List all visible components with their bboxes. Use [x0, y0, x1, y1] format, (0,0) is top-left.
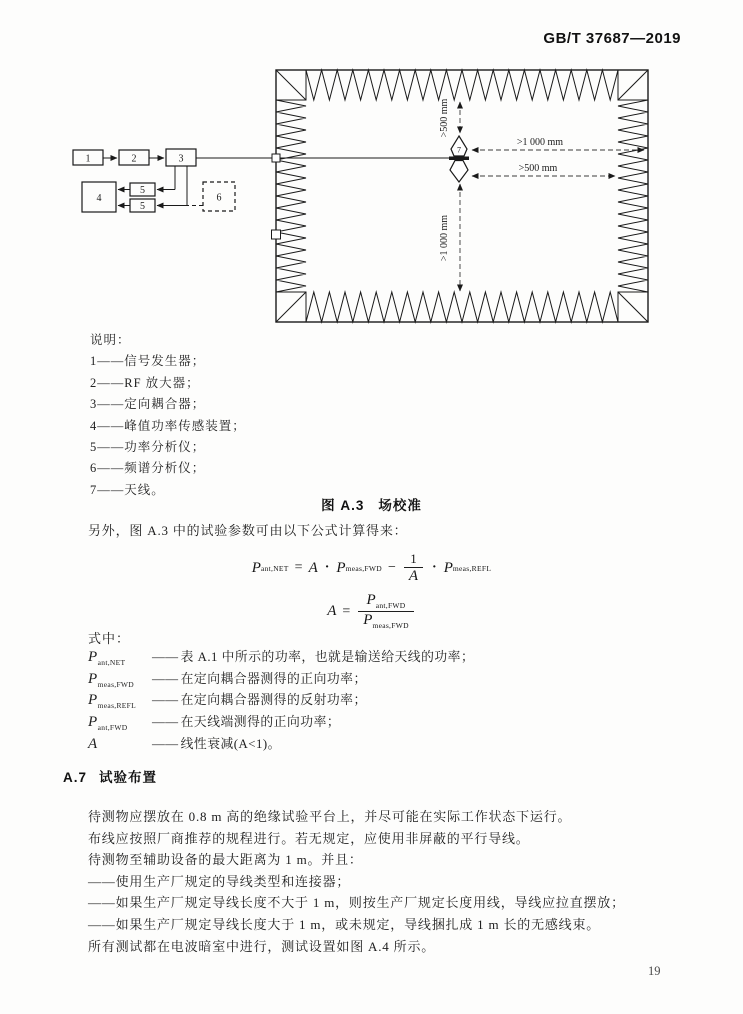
- paragraph: 布线应按照厂商推荐的规程进行。若无规定，应使用非屏蔽的平行导线。: [88, 830, 530, 846]
- symbol-definitions: [88, 646, 474, 754]
- fraction-numerator: $P_{ant,FWD}$: [366, 592, 406, 611]
- definition-row: A —— 线性衰减(A<1)。: [88, 733, 474, 755]
- antenna-label: 7: [457, 145, 461, 155]
- body-text: [88, 806, 625, 957]
- legend-item: 7——天线。: [90, 482, 165, 497]
- intro-paragraph: 另外，图 A.3 中的试验参数可由以下公式计算得来：: [88, 523, 408, 538]
- absorber-bottom: [306, 292, 618, 322]
- formula-symbol: P: [443, 559, 453, 576]
- anechoic-chamber-wall: [276, 70, 648, 322]
- dim-label-bottom-vertical: >1 000 mm: [439, 214, 450, 262]
- absorber-right: [618, 100, 648, 292]
- wall-connector-panel: [272, 230, 281, 239]
- figure-caption-title: 场校准: [378, 498, 422, 513]
- box-label-3: 3: [178, 153, 184, 165]
- list-item: ——如果生产厂规定导线长度不大于 1 m，则按生产厂规定长度用线，导线应拉直摆放；: [88, 895, 625, 911]
- antenna: [449, 136, 469, 182]
- paragraph: 待测物至辅助设备的最大距离为 1 m。并且：: [88, 852, 363, 868]
- doc-number: GB/T 37687—2019: [543, 30, 681, 47]
- list-item: ——如果生产厂规定导线长度大于 1 m，或未规定，导线捆扎成 1 m 长的无感线束。: [88, 916, 601, 932]
- equals-sign: =: [342, 603, 351, 619]
- formula-symbol: P: [251, 559, 261, 576]
- definition-text: 表 A.1 中所示的功率，也就是输送给天线的功率；: [180, 650, 475, 664]
- dim-label-right-upper: >1 000 mm: [516, 137, 564, 148]
- dim-label-right-lower: >500 mm: [518, 163, 558, 174]
- box-label-5a: 5: [140, 185, 145, 196]
- legend-item: 1——信号发生器；: [90, 354, 206, 369]
- where-label: 式中：: [88, 631, 131, 646]
- figure-legend: [90, 330, 246, 501]
- formula-subscript: meas,REFL: [452, 563, 492, 573]
- formula-symbol: A: [308, 559, 318, 576]
- box-label-1: 1: [85, 153, 91, 165]
- page-number: 19: [648, 964, 661, 978]
- formula-attenuation: [327, 593, 416, 630]
- formula-block: [0, 552, 743, 630]
- dimension-lines: [460, 102, 644, 291]
- equals-sign: =: [294, 560, 303, 576]
- definition-text: 线性衰减(A<1)。: [180, 736, 281, 751]
- formula-symbol: P: [336, 559, 346, 576]
- absorber-top: [306, 70, 618, 100]
- definition-row: $P_{ant,NET}$ —— 表 A.1 中所示的功率，也就是输送给天线的功率；: [88, 646, 474, 668]
- box-label-4: 4: [96, 193, 102, 204]
- definition-row: $P_{meas,REFL}$ —— 在定向耦合器测得的反射功率；: [88, 689, 474, 711]
- absorber-corners: [276, 70, 648, 322]
- box-label-2: 2: [131, 153, 137, 165]
- definition-row: $P_{ant,FWD}$ —— 在天线端测得的正向功率；: [88, 711, 474, 733]
- fraction-numerator: 1: [410, 551, 417, 566]
- legend-item: 6——频谱分析仪；: [90, 461, 206, 476]
- minus-sign: −: [387, 560, 396, 576]
- formula-subscript: ant,NET: [260, 563, 289, 573]
- paragraph: 所有测试都在电波暗室中进行，测试设置如图 A.4 所示。: [88, 938, 436, 954]
- multiply-dot: ·: [432, 560, 437, 576]
- figure-caption: [0, 494, 743, 514]
- legend-item: 5——功率分析仪；: [90, 440, 206, 455]
- fraction-denominator: A: [404, 567, 423, 585]
- fraction-denominator: $P_{meas,FWD}$: [358, 611, 414, 630]
- definition-text: 在定向耦合器测得的正向功率；: [180, 671, 367, 686]
- multiply-dot: ·: [324, 560, 330, 576]
- definition-text: 在定向耦合器测得的反射功率；: [180, 693, 367, 708]
- section-heading-a7: [63, 766, 157, 786]
- section-number: A.7: [63, 770, 88, 785]
- box-label-6: 6: [216, 192, 222, 204]
- definition-row: $P_{meas,FWD}$ —— 在定向耦合器测得的正向功率；: [88, 668, 474, 690]
- formula-net-power: [252, 552, 491, 584]
- legend-title: 说明：: [90, 333, 131, 347]
- fraction-one-over-A: [404, 552, 423, 584]
- wall-feedthrough-connector: [272, 154, 280, 162]
- formula-symbol: A: [327, 603, 337, 620]
- figure-caption-label: 图 A.3: [321, 498, 365, 513]
- section-title: 试验布置: [99, 770, 158, 785]
- box-label-5b: 5: [140, 201, 145, 212]
- absorber-left: [276, 100, 306, 292]
- field-calibration-diagram: [0, 58, 743, 334]
- legend-item: 4——峰值功率传感装置；: [90, 418, 246, 433]
- fraction-power-ratio: [358, 593, 414, 630]
- legend-item: 3——定向耦合器；: [90, 397, 206, 412]
- paragraph: 待测物应摆放在 0.8 m 高的绝缘试验平台上，并尽可能在实际工作状态下运行。: [88, 809, 572, 824]
- legend-item: 2——RF 放大器；: [90, 375, 200, 390]
- dim-label-top-vertical: >500 mm: [439, 98, 450, 138]
- list-item: ——使用生产厂规定的导线类型和连接器；: [88, 873, 351, 889]
- definition-text: 在天线端测得的正向功率；: [180, 715, 341, 730]
- formula-subscript: meas,FWD: [345, 563, 382, 573]
